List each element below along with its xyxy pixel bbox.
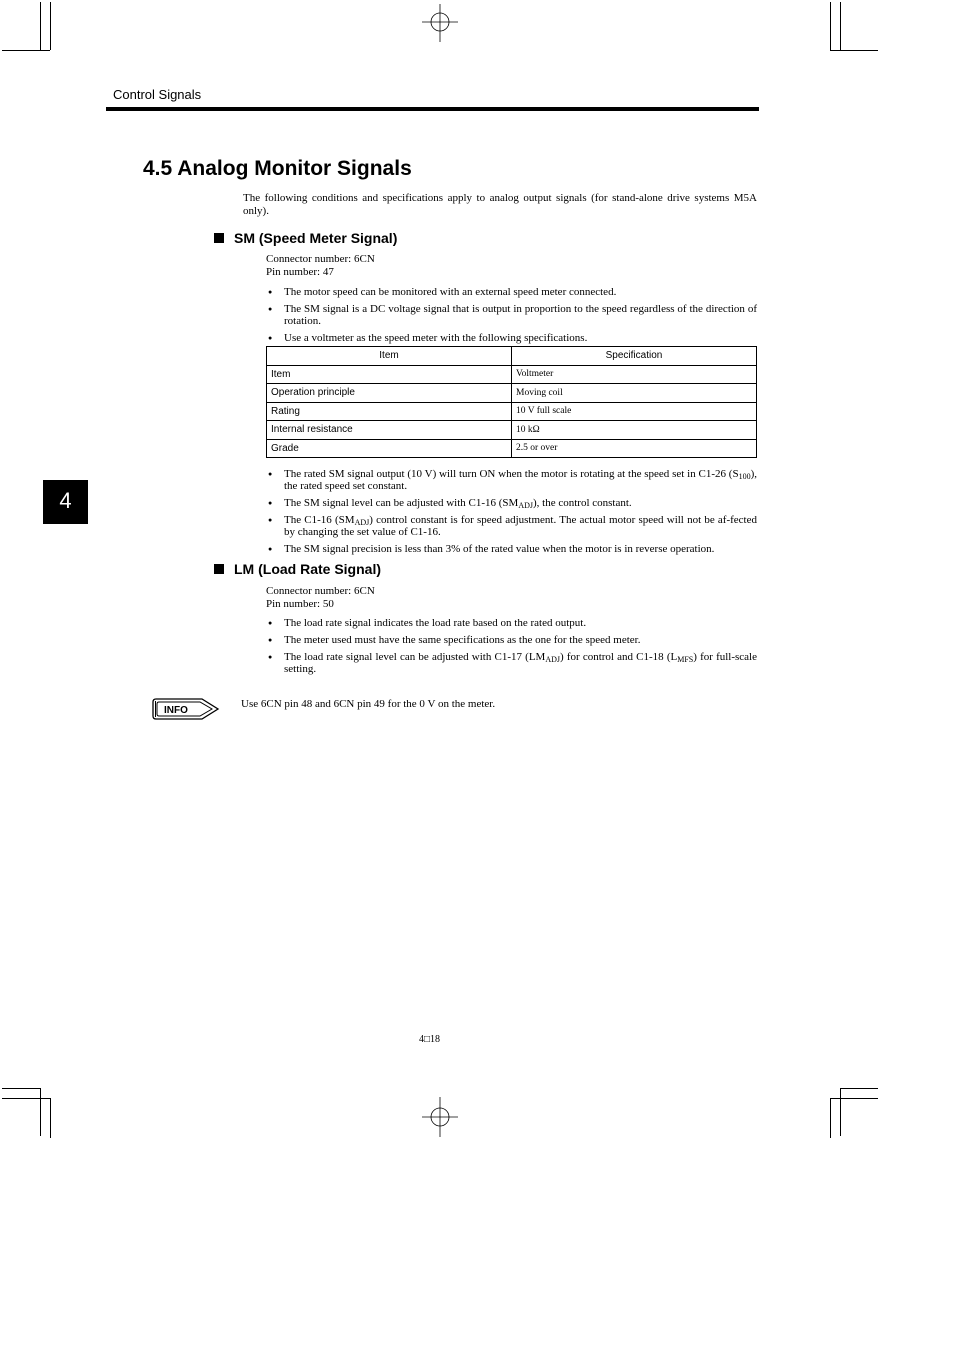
table-cell: Moving coil — [512, 384, 757, 403]
table-cell: Grade — [267, 439, 512, 458]
sm-heading-text: SM (Speed Meter Signal) — [234, 230, 398, 246]
table-cell: Internal resistance — [267, 421, 512, 440]
registration-mark-top — [420, 4, 460, 44]
info-icon — [152, 697, 220, 721]
header-rule — [106, 107, 759, 111]
registration-mark-bottom — [420, 1097, 460, 1137]
table-header-row — [267, 347, 757, 366]
sm-pin-number: Pin number: 47 — [266, 266, 334, 278]
sm-bullets-top — [266, 286, 757, 344]
list-item: ● The C1-16 $(SM_{ADJ})$ control constant is for speed adjustment. The actual motor speed will not be af-fected by changing the set value of C1-16. — [266, 514, 757, 538]
chapter-tab: 4 — [43, 480, 88, 524]
table-cell: 10 kΩ — [512, 421, 757, 440]
intro-paragraph: The following conditions and specifications apply to analog output signals (for stand-alone drive systems M5A only). — [243, 192, 757, 217]
section-title: 4.5 Analog Monitor Signals — [143, 157, 412, 180]
page-number: 4□18 — [419, 1034, 441, 1045]
table-header-item: Item — [267, 347, 512, 366]
table-cell: 10 V full scale — [512, 402, 757, 421]
table-row — [267, 421, 757, 440]
table-cell: 2.5 or over — [512, 439, 757, 458]
table-header-spec: Specification — [512, 347, 757, 366]
table-cell: Rating — [267, 402, 512, 421]
table-row — [267, 384, 757, 403]
lm-heading — [214, 561, 381, 577]
lm-bullets — [266, 617, 757, 675]
sm-connector — [266, 253, 375, 279]
table-row — [267, 402, 757, 421]
lm-connector — [266, 585, 375, 611]
lm-connector-number: Connector number: 6CN — [266, 585, 375, 597]
table-cell: Voltmeter — [512, 365, 757, 384]
voltmeter-spec-table — [266, 346, 757, 458]
list-item: ● The load rate signal indicates the load rate based on the rated output. — [266, 617, 757, 629]
sm-heading — [214, 230, 397, 246]
list-item: ● The motor speed can be monitored with an external speed meter connected. — [266, 286, 757, 298]
info-note: Use 6CN pin 48 and 6CN pin 49 for the 0 V on the meter. — [241, 698, 496, 710]
square-bullet-icon — [214, 233, 224, 243]
list-item: ● The SM signal precision is less than 3% of the rated value when the motor is in reverse operation. — [266, 543, 757, 555]
lm-heading-text: LM (Load Rate Signal) — [234, 561, 381, 577]
square-bullet-icon — [214, 564, 224, 574]
table-row — [267, 365, 757, 384]
sm-connector-number: Connector number: 6CN — [266, 253, 375, 265]
lm-pin-number: Pin number: 50 — [266, 598, 334, 610]
list-item: ● Use a voltmeter as the speed meter with the following specifications. — [266, 332, 757, 344]
list-item: ● The rated SM signal output (10 V) will turn ON when the motor is rotating at the speed set in C1-26 $(S_{100})$, the rated speed set constant. — [266, 468, 757, 492]
running-header: Control Signals — [113, 87, 202, 102]
table-row — [267, 439, 757, 458]
table-cell: Operation principle — [267, 384, 512, 403]
table-cell: Item — [267, 365, 512, 384]
list-item: ● The meter used must have the same specifications as the one for the speed meter. — [266, 634, 757, 646]
list-item: ● The load rate signal level can be adjusted with C1-17 $(LM_{ADJ})$ for control and C1-18 $(L_{MFS})$ for full-scale setting. — [266, 651, 757, 675]
sm-bullets-bottom — [266, 468, 757, 555]
list-item: ● The SM signal level can be adjusted with C1-16 $(SM_{ADJ})$, the control constant. — [266, 497, 757, 509]
svg-text:INFO: INFO — [164, 705, 188, 716]
list-item: ● The SM signal is a DC voltage signal that is output in proportion to the speed regardless of the direction of rotation. — [266, 303, 757, 327]
